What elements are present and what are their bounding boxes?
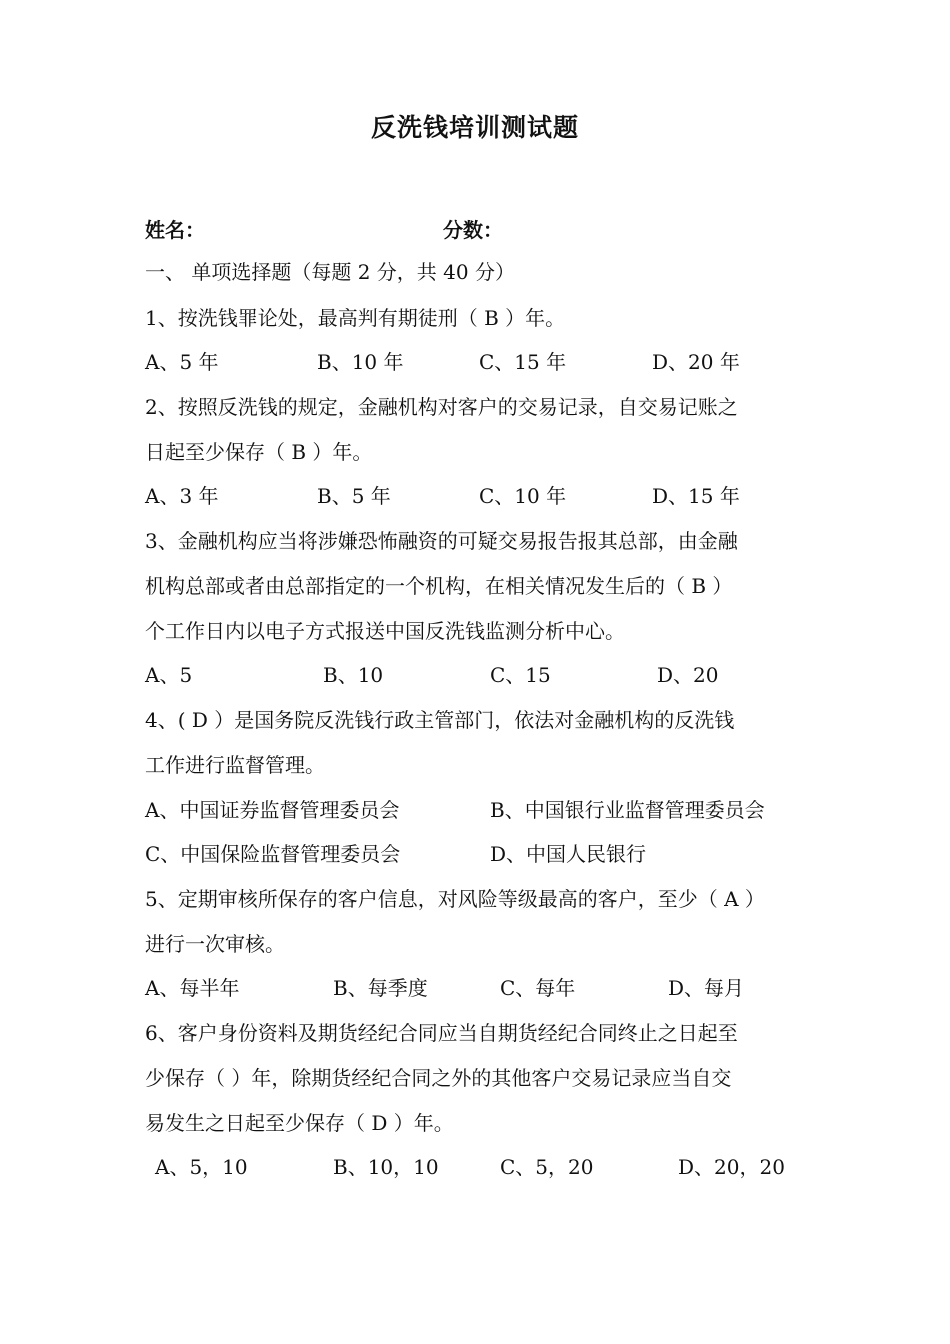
question-5-option-c: C、每年 [500,976,576,1000]
question-2-option-a: A、3 年 [145,484,219,508]
question-4-text-line-2: 工作进行监督管理。 [145,753,325,777]
question-4-option-c: C、中国保险监督管理委员会 [145,842,401,866]
question-6-option-d: D、20，20 [678,1155,785,1179]
question-1-option-c: C、15 年 [479,350,567,374]
question-1-option-a: A、5 年 [145,350,219,374]
question-5-text-line-2: 进行一次审核。 [145,932,285,956]
question-1-option-b: B、10 年 [317,350,404,374]
question-6-text-line-3: 易发生之日起至少保存（ D ）年。 [145,1111,454,1135]
question-3-option-b: B、10 [323,663,384,687]
question-1-option-d: D、20 年 [652,350,740,374]
question-6-option-a: A、5，10 [155,1155,248,1179]
question-3-option-a: A、5 [145,663,193,687]
question-2-option-b: B、5 年 [317,484,391,508]
question-3-text-line-2: 机构总部或者由总部指定的一个机构，在相关情况发生后的（ B ） [145,574,733,598]
question-1-text: 1、按洗钱罪论处，最高判有期徒刑（ B ）年。 [145,306,566,330]
question-5-text-line-1: 5、定期审核所保存的客户信息，对风险等级最高的客户，至少（ A ） [145,887,765,911]
section-heading: 一、 单项选择题（每题 2 分，共 40 分） [145,260,515,284]
question-4-option-a: A、中国证券监督管理委员会 [145,798,400,822]
question-4-text-line-1: 4、( D ）是国务院反洗钱行政主管部门，依法对金融机构的反洗钱 [145,708,735,732]
question-5-option-b: B、每季度 [333,976,428,1000]
question-4-option-b: B、中国银行业监督管理委员会 [490,798,765,822]
question-3-text-line-3: 个工作日内以电子方式报送中国反洗钱监测分析中心。 [145,619,625,643]
score-label: 分数： [443,218,503,242]
question-6-text-line-2: 少保存（ ）年，除期货经纪合同之外的其他客户交易记录应当自交 [145,1066,732,1090]
question-6-text-line-1: 6、客户身份资料及期货经纪合同应当自期货经纪合同终止之日起至 [145,1021,738,1045]
question-2-option-c: C、10 年 [479,484,567,508]
question-5-option-d: D、每月 [668,976,745,1000]
question-3-option-c: C、15 [490,663,551,687]
name-label: 姓名： [145,218,205,242]
question-3-text-line-1: 3、金融机构应当将涉嫌恐怖融资的可疑交易报告报其总部，由金融 [145,529,738,553]
question-2-text-line-2: 日起至少保存（ B ）年。 [145,440,373,464]
question-4-option-d: D、中国人民银行 [490,842,647,866]
page-title: 反洗钱培训测试题 [370,113,579,142]
question-2-text-line-1: 2、按照反洗钱的规定，金融机构对客户的交易记录，自交易记账之 [145,395,738,419]
question-6-option-c: C、5，20 [500,1155,594,1179]
question-5-option-a: A、每半年 [145,976,240,1000]
question-6-option-b: B、10，10 [333,1155,439,1179]
question-2-option-d: D、15 年 [652,484,740,508]
question-3-option-d: D、20 [657,663,719,687]
